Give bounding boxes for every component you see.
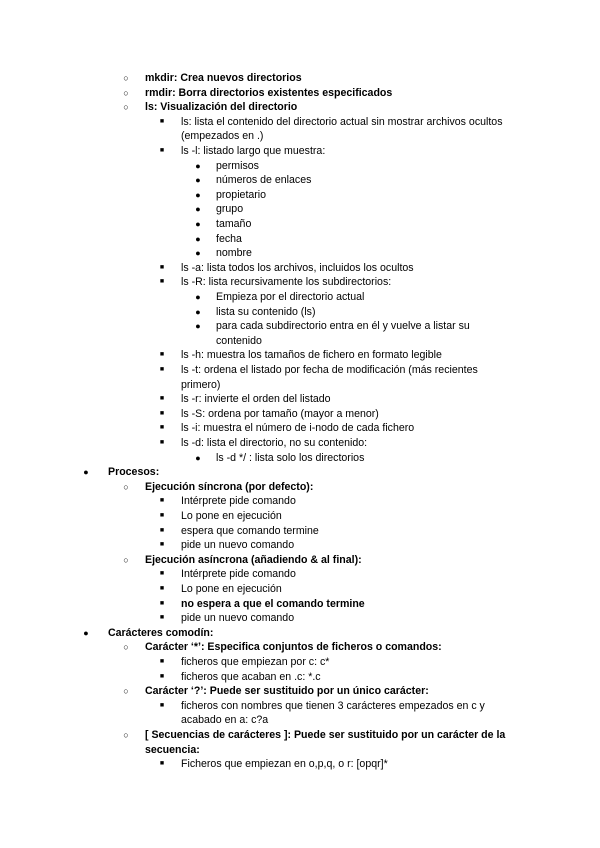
- list-item-text: ficheros que empiezan por c: c*: [181, 656, 330, 668]
- list-item-text: ls -l: listado largo que muestra:: [181, 145, 326, 157]
- disc-bullet-icon: ●: [195, 306, 201, 317]
- square-bullet-icon: ■: [159, 117, 165, 125]
- disc-bullet-icon: ●: [195, 175, 201, 186]
- list-item-text: Procesos:: [108, 466, 160, 479]
- list-item-text: números de enlaces: [216, 174, 312, 187]
- list-item-continuation: primero): [181, 378, 221, 391]
- square-bullet-icon: ■: [159, 672, 165, 680]
- list-item-text: fecha: [216, 232, 242, 245]
- list-item-text: Ejecución asíncrona (añadiendo & al final):: [145, 553, 362, 566]
- list-item-text: espera que comando termine: [181, 524, 319, 537]
- list-item-text: ls -h: muestra los tamaños de fichero en formato legible: [181, 349, 442, 362]
- list-item-text: ls -S: ordena por tamaño (mayor a menor): [181, 407, 379, 420]
- circle-bullet-icon: ○: [123, 102, 129, 113]
- square-bullet-icon: ■: [159, 497, 165, 505]
- list-item-text: [ Secuencias de carácteres ]: Puede ser sustituido por un carácter de la: [145, 729, 506, 741]
- square-bullet-icon: ■: [159, 570, 165, 578]
- list-item-text: ficheros que acaban en .c: *.c: [181, 670, 321, 683]
- square-bullet-icon: ■: [159, 395, 165, 403]
- list-item-text: ls: Visualización del directorio: [145, 101, 298, 114]
- list-item-text: Intérprete pide comando: [181, 495, 296, 508]
- list-item-continuation: secuencia:: [145, 743, 200, 756]
- disc-bullet-icon: ●: [195, 321, 201, 332]
- square-bullet-icon: ■: [159, 599, 165, 607]
- square-bullet-icon: ■: [159, 658, 165, 665]
- list-item-text: Intérprete pide comando: [181, 568, 296, 581]
- list-item-text: Empieza por el directorio actual: [216, 291, 365, 303]
- disc-bullet-icon: ●: [83, 467, 89, 478]
- square-bullet-icon: ■: [159, 614, 165, 622]
- list-item-text: no espera a que el comando termine: [181, 597, 365, 610]
- list-item-text: Ficheros que empiezan en o,p,q, o r: [opqr]*: [181, 758, 388, 771]
- list-item-text: permisos: [216, 159, 259, 172]
- square-bullet-icon: ■: [159, 366, 165, 373]
- list-item-text: nombre: [216, 247, 252, 260]
- list-item-text: Lo pone en ejecución: [181, 583, 282, 595]
- circle-bullet-icon: ○: [123, 642, 129, 653]
- list-item-text: ficheros con nombres que tienen 3 carácteres empezados en c y: [181, 699, 485, 712]
- disc-bullet-icon: ●: [83, 627, 89, 638]
- list-item-text: Carácteres comodín:: [108, 626, 214, 639]
- circle-bullet-icon: ○: [123, 481, 129, 492]
- circle-bullet-icon: ○: [123, 686, 129, 697]
- list-item-text: ls -d */ : lista solo los directorios: [216, 451, 365, 464]
- list-item-text: ls -t: ordena el listado por fecha de modificación (más recientes: [181, 364, 478, 376]
- list-item-text: pide un nuevo comando: [181, 612, 295, 625]
- list-item-text: para cada subdirectorio entra en él y vuelve a listar su: [216, 320, 470, 333]
- list-item-text: rmdir: Borra directorios existentes especificados: [145, 86, 393, 99]
- square-bullet-icon: ■: [159, 147, 165, 154]
- square-bullet-icon: ■: [159, 424, 165, 432]
- list-item-text: tamaño: [216, 218, 252, 230]
- list-item-text: Ejecución síncrona (por defecto):: [145, 480, 314, 493]
- disc-bullet-icon: ●: [195, 248, 201, 259]
- square-bullet-icon: ■: [159, 278, 165, 286]
- list-item-continuation: contenido: [216, 334, 262, 347]
- circle-bullet-icon: ○: [123, 730, 129, 740]
- list-item-text: mkdir: Crea nuevos directorios: [145, 72, 302, 84]
- square-bullet-icon: ■: [159, 541, 165, 549]
- list-item-text: pide un nuevo comando: [181, 539, 295, 552]
- square-bullet-icon: ■: [159, 701, 165, 709]
- list-item-text: Carácter ‘*’: Especifica conjuntos de ficheros o comandos:: [145, 641, 442, 654]
- list-item-continuation: (empezados en .): [181, 130, 264, 143]
- square-bullet-icon: ■: [159, 512, 165, 519]
- square-bullet-icon: ■: [159, 439, 165, 446]
- list-item-text: Carácter ‘?’: Puede ser sustituido por un único carácter:: [145, 685, 429, 698]
- square-bullet-icon: ■: [159, 351, 165, 359]
- disc-bullet-icon: ●: [195, 219, 201, 229]
- square-bullet-icon: ■: [159, 585, 165, 592]
- list-item-text: grupo: [216, 203, 244, 216]
- list-item-text: ls -r: invierte el orden del listado: [181, 393, 331, 406]
- disc-bullet-icon: ●: [195, 233, 201, 244]
- list-item-text: ls -a: lista todos los archivos, incluidos los ocultos: [181, 261, 414, 274]
- list-item-text: lista su contenido (ls): [216, 305, 316, 318]
- list-item-text: ls -i: muestra el número de i-nodo de cada fichero: [181, 422, 415, 435]
- square-bullet-icon: ■: [159, 760, 165, 768]
- list-item-text: propietario: [216, 188, 267, 201]
- circle-bullet-icon: ○: [123, 554, 129, 565]
- disc-bullet-icon: ●: [195, 292, 201, 302]
- disc-bullet-icon: ●: [195, 452, 201, 463]
- square-bullet-icon: ■: [159, 409, 165, 417]
- disc-bullet-icon: ●: [195, 160, 201, 171]
- list-item-text: ls -R: lista recursivamente los subdirectorios:: [181, 276, 392, 289]
- circle-bullet-icon: ○: [123, 87, 129, 98]
- list-item-text: Lo pone en ejecución: [181, 510, 282, 522]
- list-item-continuation: acabado en a: c?a: [181, 714, 269, 727]
- square-bullet-icon: ■: [159, 263, 165, 271]
- disc-bullet-icon: ●: [195, 189, 201, 200]
- list-item-text: ls -d: lista el directorio, no su contenido:: [181, 437, 368, 449]
- list-item-text: ls: lista el contenido del directorio actual sin mostrar archivos ocultos: [181, 115, 503, 128]
- disc-bullet-icon: ●: [195, 204, 201, 215]
- square-bullet-icon: ■: [159, 526, 165, 534]
- circle-bullet-icon: ○: [123, 73, 129, 83]
